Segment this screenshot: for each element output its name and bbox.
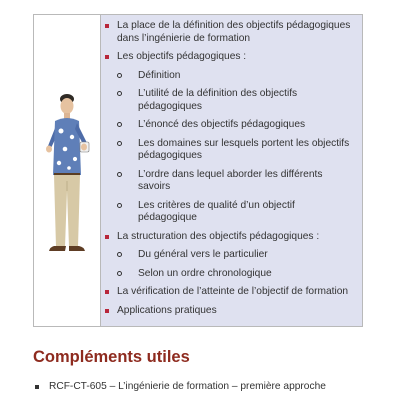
square-bullet-icon [105,290,109,294]
square-bullet-icon [105,24,109,28]
circle-bullet-icon [117,141,122,146]
program-content [101,15,362,326]
outline-item-text: Définition [138,69,181,81]
outline-item-text: L’ordre dans lequel aborder les différents savoirs [138,168,323,192]
outline-item [101,51,356,64]
square-bullet-icon [105,235,109,239]
outline-item-text: La vérification de l’atteinte de l’objectif de formation [117,286,349,297]
complement-item-text: RCF-CT-605 – L’ingénierie de formation – première approche [49,381,326,392]
circle-bullet-icon [117,271,122,276]
outline-item-text: La place de la définition des objectifs pédagogiques dans l’ingénierie de formation [117,20,351,44]
outline-item-text: Les objectifs pédagogiques : [117,51,247,62]
outline-item-text: Du général vers le particulier [138,249,268,260]
circle-bullet-icon [117,252,122,257]
program-outline [101,15,362,317]
outline-subitem [101,88,356,113]
complement-item [33,381,343,394]
outline-subitem [101,169,356,194]
complements-list [33,381,343,394]
outline-item-text: L’utilité de la définition des objectifs pédagogiques [138,88,298,112]
outline-item [101,20,356,45]
outline-subitem [101,119,356,132]
circle-bullet-icon [117,73,122,78]
outline-item [101,305,356,318]
outline-item-text: L’énoncé des objectifs pédagogiques [138,119,306,130]
outline-item-text: Applications pratiques [117,304,217,316]
outline-subitem [101,70,356,83]
outline-subitem [101,249,356,262]
illustration-cell [34,15,101,326]
square-bullet-icon [105,309,109,313]
complements-heading: Compléments utiles [33,348,190,366]
outline-subitem [101,200,356,225]
circle-bullet-icon [117,172,122,177]
outline-item-text: Les domaines sur lesquels portent les objectifs pédagogiques [138,137,350,161]
square-bullet-icon [35,385,39,389]
outline-subitem [101,138,356,163]
outline-item-text: Selon un ordre chronologique [138,267,272,279]
square-bullet-icon [105,55,109,59]
man-illustration [34,15,100,326]
circle-bullet-icon [117,91,122,96]
outline-subitem [101,268,356,281]
outline-item-text: Les critères de qualité d’un objectif pédagogique [138,199,295,223]
program-box [33,14,363,327]
outline-item [101,286,356,299]
outline-item [101,231,356,244]
circle-bullet-icon [117,203,122,208]
circle-bullet-icon [117,122,122,127]
outline-item-text: La structuration des objectifs pédagogiques : [117,230,320,242]
